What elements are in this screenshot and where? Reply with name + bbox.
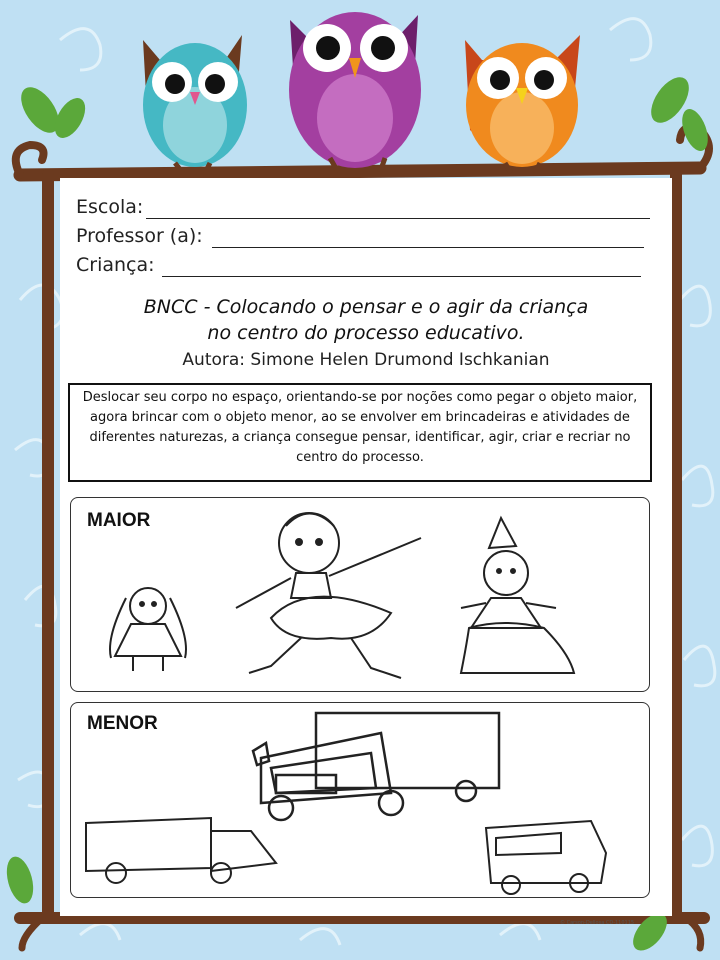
- bus-icon: [486, 821, 606, 894]
- school-label: Escola:: [76, 196, 144, 218]
- maior-illustrations: [71, 498, 651, 693]
- school-line: [146, 218, 650, 219]
- orange-owl: [465, 35, 580, 173]
- title-line-1: BNCC - Colocando o pensar e o agir da criança: [143, 296, 589, 318]
- teacher-label: Professor (a):: [76, 225, 203, 247]
- child-field[interactable]: [76, 254, 641, 280]
- author: Autora: Simone Helen Drumond Ischkanian: [182, 350, 550, 370]
- teacher-field[interactable]: [76, 225, 644, 251]
- ballerina-girl-icon: [236, 513, 421, 678]
- maior-panel: [70, 497, 650, 692]
- teal-owl: [143, 35, 247, 173]
- menor-panel: [70, 702, 650, 898]
- teacher-line: [212, 247, 644, 248]
- small-truck-icon: [86, 818, 276, 883]
- credit-text: © Carson-Dellosa CD-110115: [560, 920, 635, 926]
- description-box: Deslocar seu corpo no espaço, orientando-se por noções como pegar o objeto maior, agora brincar com o objeto menor, ao se envolver em brincadeiras e atividades de diferentes naturezas, a criança consegue pensar, identificar, agir, criar e recriar no centro do processo.: [68, 383, 652, 482]
- purple-owl: [289, 12, 421, 172]
- doll-icon: [110, 588, 186, 671]
- menor-illustrations: [71, 703, 651, 899]
- title-line-2: no centro do processo educativo.: [207, 322, 525, 344]
- princess-girl-icon: [461, 518, 574, 673]
- menor-label: MENOR: [87, 713, 158, 734]
- maior-label: MAIOR: [87, 510, 151, 531]
- child-label: Criança:: [76, 254, 155, 276]
- child-line: [162, 276, 641, 277]
- school-field[interactable]: [76, 196, 650, 222]
- large-truck-icon: [253, 713, 499, 820]
